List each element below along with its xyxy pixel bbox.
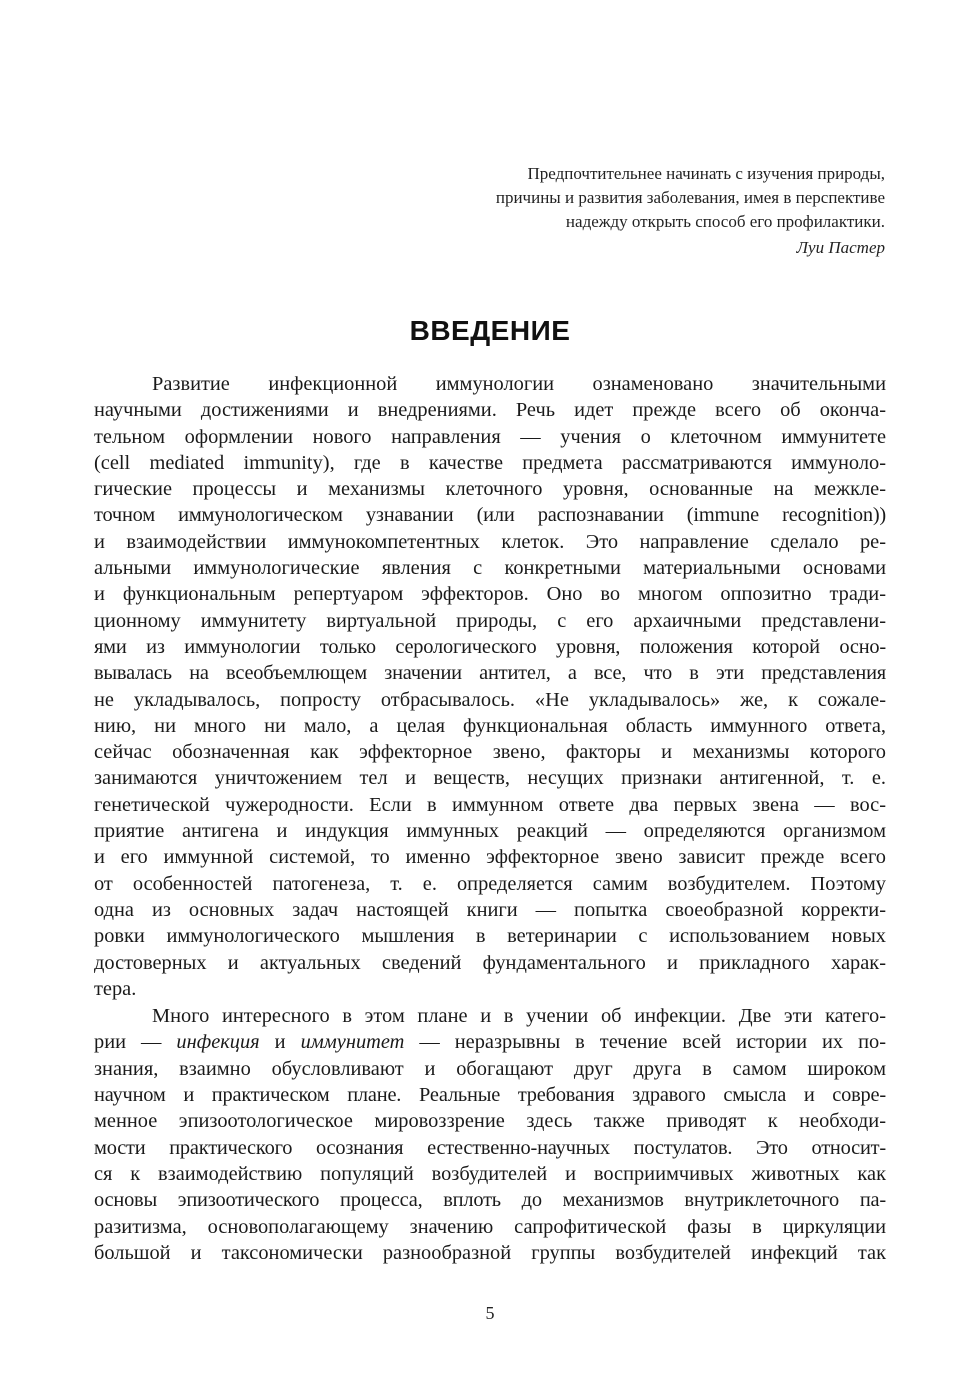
paragraph-2 <box>94 1003 886 1266</box>
text-line: Много интересного в этом плане и в учении об инфекции. Две эти катего- <box>152 1005 886 1028</box>
epigraph-author: Луи Пастер <box>796 238 885 257</box>
text-line: одна из основных задач настоящей книги — попытка своеобразной корректи- <box>94 898 886 921</box>
text-fragment: и <box>259 1031 301 1054</box>
text-line: ровки иммунологического мышления в ветеринарии с использованием новых <box>94 925 886 948</box>
text-line: Развитие инфекционной иммунологии ознаменовано значительными <box>152 373 886 395</box>
text-fragment: — неразрывны в течение всей истории их по- <box>404 1031 886 1054</box>
text-line: основы эпизоотического процесса, вплоть до механизмов внутриклеточного па- <box>94 1189 886 1212</box>
text-line: нию, ни много ни мало, а целая функциональная область иммунного ответа, <box>94 714 886 737</box>
text-line: ционному иммунитету виртуальной природы, с его архаичными представлени- <box>94 609 886 632</box>
text-line: (cell mediated immunity), где в качестве предмета рассматриваются иммуноло- <box>94 451 886 474</box>
text-line: ся к взаимодействию популяций возбудителей и восприимчивых животных как <box>94 1162 886 1185</box>
text-line: и функциональным репертуаром эффекторов. Оно во многом оппозитно тради- <box>94 583 886 606</box>
text-line: научном и практическом плане. Реальные требования здравого смысла и совре- <box>94 1084 886 1107</box>
text-line: ями из иммунологии только серологического уровня, положения которой осно- <box>94 635 886 658</box>
text-line: разитизма, основополагающему значению сапрофитической фазы в циркуляции <box>94 1215 886 1238</box>
text-line: тельном оформлении нового направления — учения о клеточном иммунитете <box>94 425 886 448</box>
text-line: тера. <box>94 977 137 1000</box>
term-immunity: иммунитет <box>300 1031 405 1054</box>
text-fragment: рии — <box>94 1031 177 1054</box>
text-line: генетической чужеродности. Если в иммунном ответе два первых звена — вос- <box>94 793 886 816</box>
text-line: большой и таксономически разнообразной группы возбудителей инфекций так <box>94 1241 886 1264</box>
page-number: 5 <box>485 1303 495 1323</box>
text-line: и взаимодействии иммунокомпетентных клеток. Это направление сделало ре- <box>94 530 886 553</box>
text-line: приятие антигена и индукция иммунных реакций — определяются организмом <box>94 820 886 843</box>
text-line: от особенностей патогенеза, т. е. определяется самим возбудителем. Поэтому <box>94 872 886 895</box>
text-line: мости практического осознания естественно-научных постулатов. Это относит- <box>94 1136 886 1159</box>
text-line: и его иммунной системой, то именно эффекторное звено зависит прежде всего <box>94 846 886 869</box>
text-line: научными достижениями и внедрениями. Речь идет прежде всего об оконча- <box>94 399 886 422</box>
paragraph-1 <box>94 371 886 1002</box>
term-infection: инфекция <box>176 1031 260 1054</box>
text-line: сейчас обозначенная как эффекторное звено, факторы и механизмы которого <box>94 741 886 764</box>
text-line: знания, взаимно обусловливают и обогащают друг друга в самом широком <box>94 1057 886 1080</box>
text-line: менное эпизоотологическое мировоззрение здесь также приводят к необходи- <box>94 1110 886 1133</box>
epigraph-line: причины и развития заболевания, имея в перспективе <box>495 188 885 207</box>
text-line: точном иммунологическом узнавании (или распознавании (immune recognition)) <box>94 504 886 527</box>
text-line: гические процессы и механизмы клеточного уровня, основанные на межкле- <box>94 478 886 501</box>
epigraph-line: надежду открыть способ его профилактики. <box>565 212 885 231</box>
text-line: альными иммунологические явления с конкретными материальными основами <box>94 557 886 580</box>
text-line: вывалась на всеобъемлющем значении антител, а все, что в эти представления <box>94 662 886 685</box>
body-text <box>94 371 886 1266</box>
chapter-title: ВВЕДЕНИЕ <box>409 315 571 346</box>
epigraph-line: Предпочтительнее начинать с изучения природы, <box>527 164 885 183</box>
epigraph <box>325 162 885 260</box>
text-line: не укладывалось, попросту отбрасывалось. «Не укладывалось» же, к сожале- <box>94 688 886 711</box>
text-line: занимаются уничтожением тел и веществ, несущих признаки антигенной, т. е. <box>94 767 886 790</box>
text-line <box>94 1029 886 1055</box>
text-line: достоверных и актуальных сведений фундаментального и прикладного харак- <box>94 951 886 974</box>
